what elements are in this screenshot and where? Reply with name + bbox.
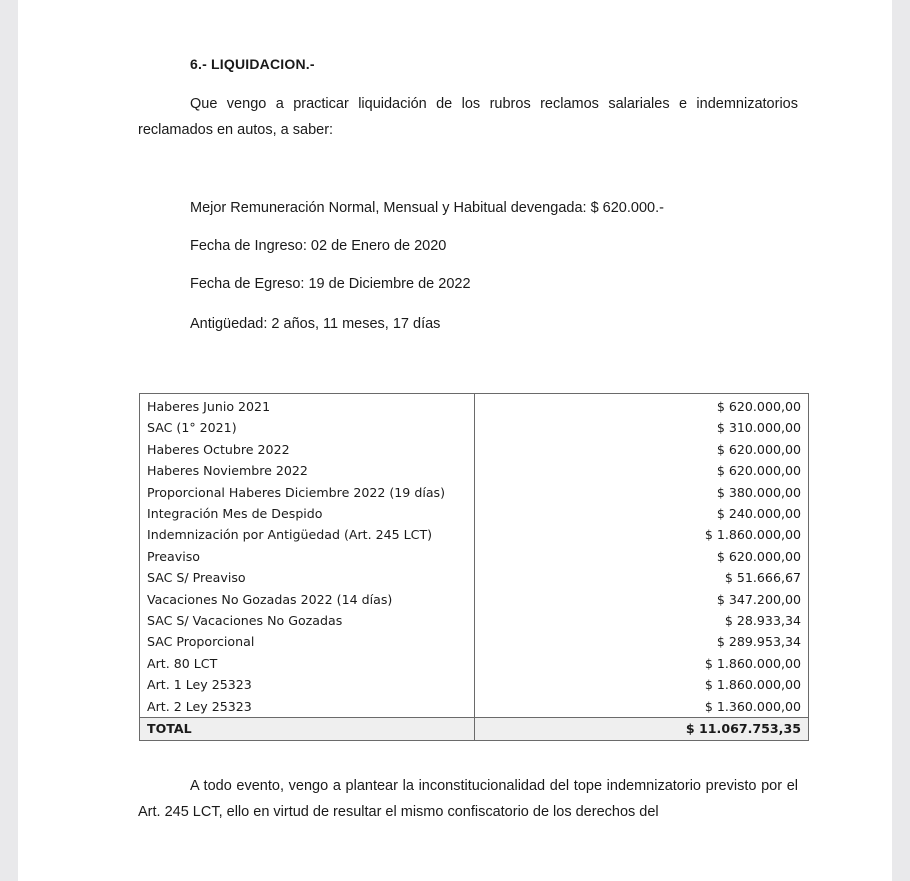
table-row [140,696,809,718]
concept-cell: Proporcional Haberes Diciembre 2022 (19 días) [140,482,475,503]
concept-cell: Art. 80 LCT [140,653,475,674]
concept-cell: Art. 2 Ley 25323 [140,696,475,718]
table-row [140,567,809,588]
total-amount: $ 11.067.753,35 [475,718,809,740]
table-row [140,674,809,695]
amount-cell: $ 289.953,34 [475,631,809,652]
concept-cell: SAC S/ Preaviso [140,567,475,588]
table-row [140,610,809,631]
document-page [18,0,892,881]
table-row [140,394,809,418]
amount-cell: $ 380.000,00 [475,482,809,503]
table-row [140,439,809,460]
amount-cell: $ 620.000,00 [475,439,809,460]
amount-cell: $ 620.000,00 [475,394,809,418]
remuneracion-line: Mejor Remuneración Normal, Mensual y Habitual devengada: $ 620.000.- [190,200,664,216]
closing-paragraph-text: A todo evento, vengo a plantear la inconstitucionalidad del tope indemnizatorio previsto por el Art. 245 LCT, ello en virtud de resultar el mismo confiscatorio de los derechos del [138,778,798,820]
concept-cell: SAC S/ Vacaciones No Gozadas [140,610,475,631]
closing-paragraph [138,773,798,825]
section-heading: 6.- LIQUIDACION.- [190,56,315,72]
fecha-egreso-line: Fecha de Egreso: 19 de Diciembre de 2022 [190,276,471,292]
concept-cell: SAC (1° 2021) [140,417,475,438]
table-row [140,524,809,545]
total-row [140,718,809,740]
amount-cell: $ 1.860.000,00 [475,524,809,545]
table-row [140,653,809,674]
table-row [140,631,809,652]
concept-cell: Haberes Noviembre 2022 [140,460,475,481]
table-row [140,460,809,481]
intro-paragraph-text: Que vengo a practicar liquidación de los rubros reclamos salariales e indemnizatorios reclamados en autos, a saber: [138,96,798,138]
concept-cell: Preaviso [140,546,475,567]
concept-cell: Integración Mes de Despido [140,503,475,524]
table-row [140,503,809,524]
amount-cell: $ 1.360.000,00 [475,696,809,718]
amount-cell: $ 1.860.000,00 [475,653,809,674]
concept-cell: SAC Proporcional [140,631,475,652]
table-row [140,546,809,567]
amount-cell: $ 310.000,00 [475,417,809,438]
table-row [140,589,809,610]
amount-cell: $ 28.933,34 [475,610,809,631]
table-row [140,482,809,503]
amount-cell: $ 620.000,00 [475,546,809,567]
total-label: TOTAL [140,718,475,740]
amount-cell: $ 620.000,00 [475,460,809,481]
fecha-ingreso-line: Fecha de Ingreso: 02 de Enero de 2020 [190,238,447,254]
antiguedad-line: Antigüedad: 2 años, 11 meses, 17 días [190,316,441,332]
table-row [140,417,809,438]
concept-cell: Vacaciones No Gozadas 2022 (14 días) [140,589,475,610]
concept-cell: Haberes Junio 2021 [140,394,475,418]
concept-cell: Art. 1 Ley 25323 [140,674,475,695]
concept-cell: Indemnización por Antigüedad (Art. 245 LCT) [140,524,475,545]
amount-cell: $ 347.200,00 [475,589,809,610]
amount-cell: $ 1.860.000,00 [475,674,809,695]
amount-cell: $ 240.000,00 [475,503,809,524]
liquidation-table [139,393,809,741]
intro-paragraph [138,91,798,143]
concept-cell: Haberes Octubre 2022 [140,439,475,460]
amount-cell: $ 51.666,67 [475,567,809,588]
